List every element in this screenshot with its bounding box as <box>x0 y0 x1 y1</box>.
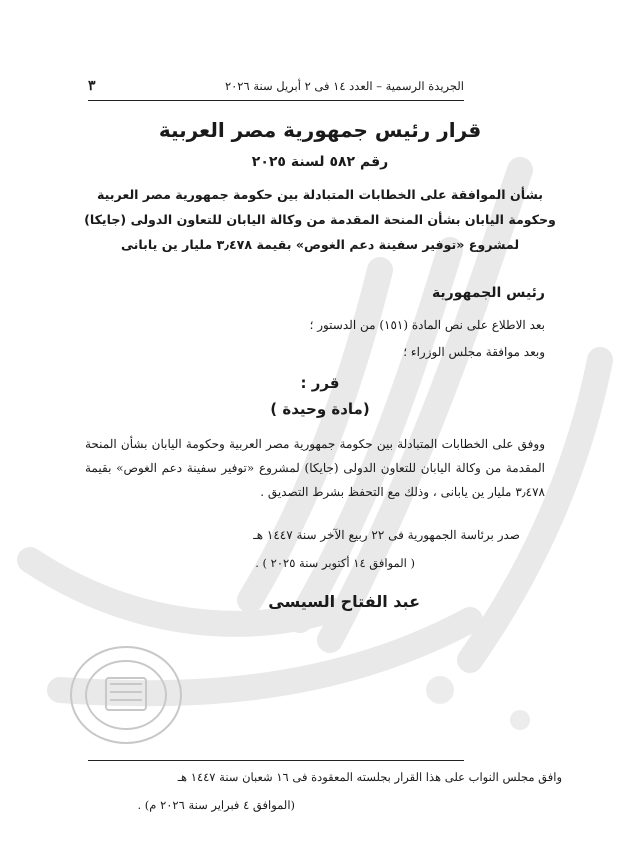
issuer-heading: رئيس الجمهورية <box>431 285 545 301</box>
header-divider <box>88 100 464 101</box>
decree-number: رقم ٥٨٢ لسنة ٢٠٢٥ <box>251 154 389 170</box>
decree-subject-line: بشأن الموافقة على الخطابات المتبادلة بين حكومة جمهورية مصر العربية <box>97 187 543 202</box>
decree-subject-line: وحكومة اليابان بشأن المنحة المقدمة من وكالة اليابان للتعاون الدولى (جايكا) <box>84 212 556 227</box>
page-header <box>88 76 464 96</box>
page-number: ٣ <box>88 78 96 94</box>
decided-heading: قرر : <box>300 374 340 392</box>
issue-date-gregorian: ( الموافق ١٤ أكتوبر سنة ٢٠٢٥ ) . <box>255 556 415 570</box>
issue-date-hijri: صدر برئاسة الجمهورية فى ٢٢ ربيع الآخر سنة ١٤٤٧ هـ <box>253 528 520 542</box>
gazette-issue-title: الجريدة الرسمية – العدد ١٤ فى ٢ أبريل سنة ٢٠٢٦ <box>224 79 464 93</box>
decree-subject-line: لمشروع «توفير سفينة دعم الغوص» بقيمة ٣٫٤٧٨ مليار ين يابانى <box>120 237 520 252</box>
parliament-approval-gregorian: (الموافق ٤ فبراير سنة ٢٠٢٦ م) . <box>137 798 295 812</box>
decree-title: قرار رئيس جمهورية مصر العربية <box>158 118 482 142</box>
ministry-seal-stamp <box>58 640 188 750</box>
preamble-line: وبعد موافقة مجلس الوزراء ؛ <box>403 345 545 359</box>
signatory-name: عبد الفتاح السيسى <box>268 592 420 611</box>
preamble-line: بعد الاطلاع على نص المادة (١٥١) من الدستور ؛ <box>309 318 545 332</box>
article-text: ووفق على الخطابات المتبادلة بين حكومة جمهورية مصر العربية وحكومة اليابان بشأن المنحة المقدمة من وكالة اليابان للتعاون الدولى (جايكا) لمشروع «توفير سفينة دعم الغوص» بقيمة ٣٫٤٧٨ مليار ين يابانى ، وذلك مع التحفظ بشرط التصديق . <box>85 437 545 499</box>
footer-divider <box>88 760 464 761</box>
decree-subject <box>80 182 560 257</box>
article-heading: (مادة وحيدة ) <box>270 400 370 418</box>
parliament-approval: وافق مجلس النواب على هذا القرار بجلسته المعقودة فى ١٦ شعبان سنة ١٤٤٧ هـ <box>177 770 562 784</box>
